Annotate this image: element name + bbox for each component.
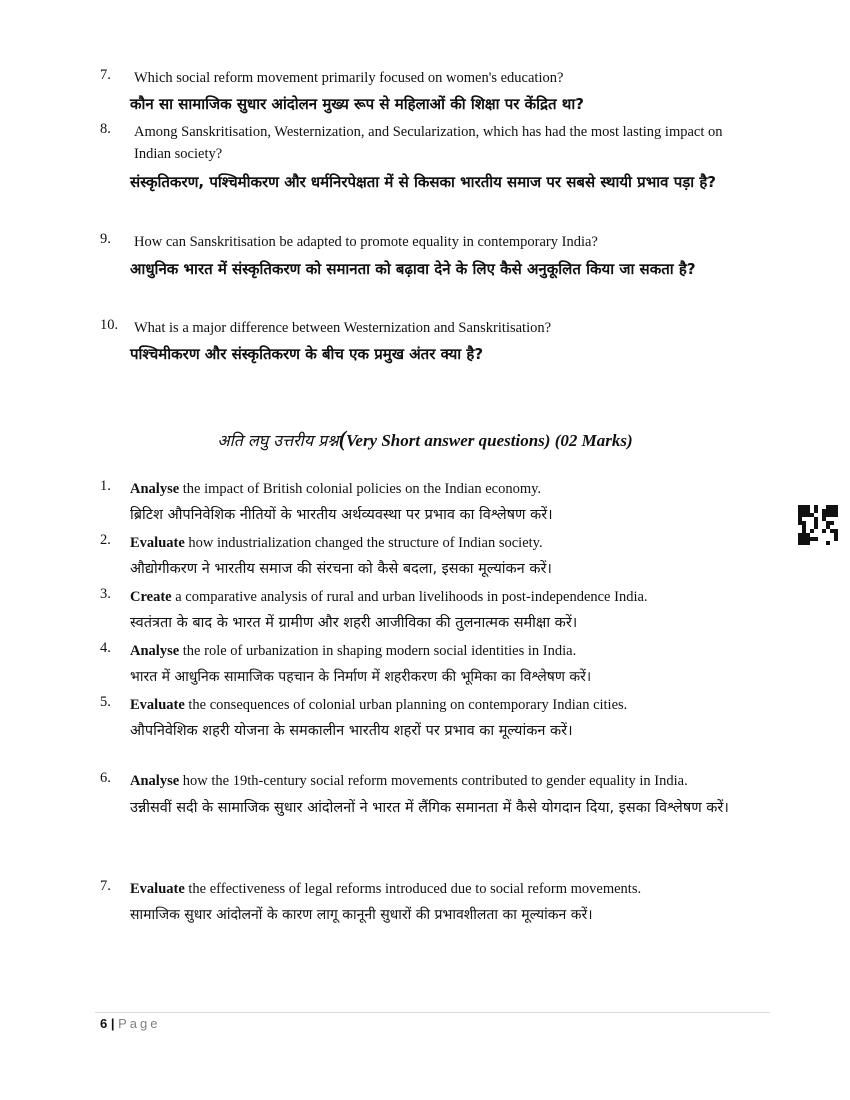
question-number: 4. bbox=[100, 640, 111, 656]
question-number: 6. bbox=[100, 770, 111, 786]
question-keyword: Analyse bbox=[130, 481, 180, 497]
question-hindi: आधुनिक भारत में संस्कृतिकरण को समानता को बढ़ावा देने के लिए कैसे अनुकूलित किया जा सकता है? bbox=[130, 260, 696, 278]
question-number: 7. bbox=[100, 878, 111, 894]
question-number: 3. bbox=[100, 586, 111, 602]
question-number: 9. bbox=[100, 231, 111, 247]
question-english: Among Sanskritisation, Westernization, and Secularization, which has had the most lasting impact on Indian society? bbox=[134, 124, 723, 162]
question-hindi: उन्नीसवीं सदी के सामाजिक सुधार आंदोलनों ने भारत में लैंगिक समानता में कैसे योगदान दिया, इसका विश्लेषण करें। bbox=[130, 800, 729, 816]
question-keyword: Evaluate bbox=[130, 535, 185, 551]
question-hindi: औपनिवेशिक शहरी योजना के समकालीन भारतीय शहरों पर प्रभाव का मूल्यांकन करें। bbox=[130, 723, 573, 739]
section-heading bbox=[0, 426, 850, 452]
question-number: 8. bbox=[100, 121, 111, 137]
question-english: the impact of British colonial policies on the Indian economy. bbox=[179, 481, 542, 497]
question-keyword: Evaluate bbox=[130, 881, 185, 897]
question-keyword: Analyse bbox=[130, 643, 180, 659]
mcq-item bbox=[100, 231, 760, 285]
short-question-item bbox=[100, 770, 760, 824]
question-english: What is a major difference between Westernization and Sanskritisation? bbox=[134, 320, 552, 336]
mcq-item bbox=[100, 317, 760, 369]
question-english: How can Sanskritisation be adapted to promote equality in contemporary India? bbox=[134, 234, 598, 250]
short-question-item bbox=[100, 532, 760, 584]
question-hindi: भारत में आधुनिक सामाजिक पहचान के निर्माण में शहरीकरण की भूमिका का विश्लेषण करें। bbox=[130, 669, 592, 685]
mcq-item bbox=[100, 121, 760, 199]
question-number: 10. bbox=[100, 317, 119, 333]
qr-module bbox=[834, 541, 838, 545]
mcq-item bbox=[100, 67, 760, 119]
question-english: the effectiveness of legal reforms introduced due to social reform movements. bbox=[184, 881, 642, 897]
short-question-item bbox=[100, 478, 760, 530]
question-english: the consequences of colonial urban planning on contemporary Indian cities. bbox=[184, 697, 628, 713]
question-number: 7. bbox=[100, 67, 111, 83]
question-hindi: ब्रिटिश औपनिवेशिक नीतियों के भारतीय अर्थव्यवस्था पर प्रभाव का विश्लेषण करें। bbox=[130, 507, 553, 523]
question-number: 1. bbox=[100, 478, 111, 494]
question-hindi: सामाजिक सुधार आंदोलनों के कारण लागू कानूनी सुधारों की प्रभावशीलता का मूल्यांकन करें। bbox=[130, 907, 593, 923]
page-number: 6 bbox=[100, 1016, 108, 1031]
footer-divider bbox=[95, 1012, 770, 1013]
question-english: Which social reform movement primarily focused on women's education? bbox=[134, 70, 564, 86]
question-hindi: कौन सा सामाजिक सुधार आंदोलन मुख्य रूप से महिलाओं की शिक्षा पर केंद्रित था? bbox=[130, 95, 584, 113]
short-question-item bbox=[100, 640, 760, 692]
section-heading-english: Very Short answer questions) (02 Marks) bbox=[345, 431, 633, 450]
question-english: the role of urbanization in shaping modern social identities in India. bbox=[179, 643, 577, 659]
question-keyword: Evaluate bbox=[130, 697, 185, 713]
question-number: 5. bbox=[100, 694, 111, 710]
page-word: Page bbox=[118, 1016, 161, 1031]
short-question-item bbox=[100, 586, 760, 638]
footer-separator: | bbox=[110, 1016, 115, 1031]
section-heading-hindi: अति लघु उत्तरीय प्रश्न bbox=[217, 431, 339, 450]
question-hindi: औद्योगीकरण ने भारतीय समाज की संरचना को कैसे बदला, इसका मूल्यांकन करें। bbox=[130, 561, 552, 577]
question-number: 2. bbox=[100, 532, 111, 548]
short-question-item bbox=[100, 878, 760, 930]
question-keyword: Analyse bbox=[130, 773, 180, 789]
question-hindi: पश्चिमीकरण और संस्कृतिकरण के बीच एक प्रमुख अंतर क्या है? bbox=[130, 345, 484, 363]
question-english: a comparative analysis of rural and urban livelihoods in post-independence India. bbox=[171, 589, 648, 605]
qr-code-icon[interactable] bbox=[798, 505, 838, 545]
page-footer bbox=[100, 1016, 161, 1031]
question-english: how industrialization changed the structure of Indian society. bbox=[184, 535, 543, 551]
question-hindi: संस्कृतिकरण, पश्चिमीकरण और धर्मनिरपेक्षता में से किसका भारतीय समाज पर सबसे स्थायी प्रभाव पड़ा है? bbox=[130, 173, 717, 191]
question-keyword: Create bbox=[130, 589, 172, 605]
section-heading-paren: ( bbox=[338, 426, 346, 451]
question-english: how the 19th-century social reform movements contributed to gender equality in India. bbox=[179, 773, 688, 789]
short-question-item bbox=[100, 694, 760, 746]
question-hindi: स्वतंत्रता के बाद के भारत में ग्रामीण और शहरी आजीविका की तुलनात्मक समीक्षा करें। bbox=[130, 615, 578, 631]
